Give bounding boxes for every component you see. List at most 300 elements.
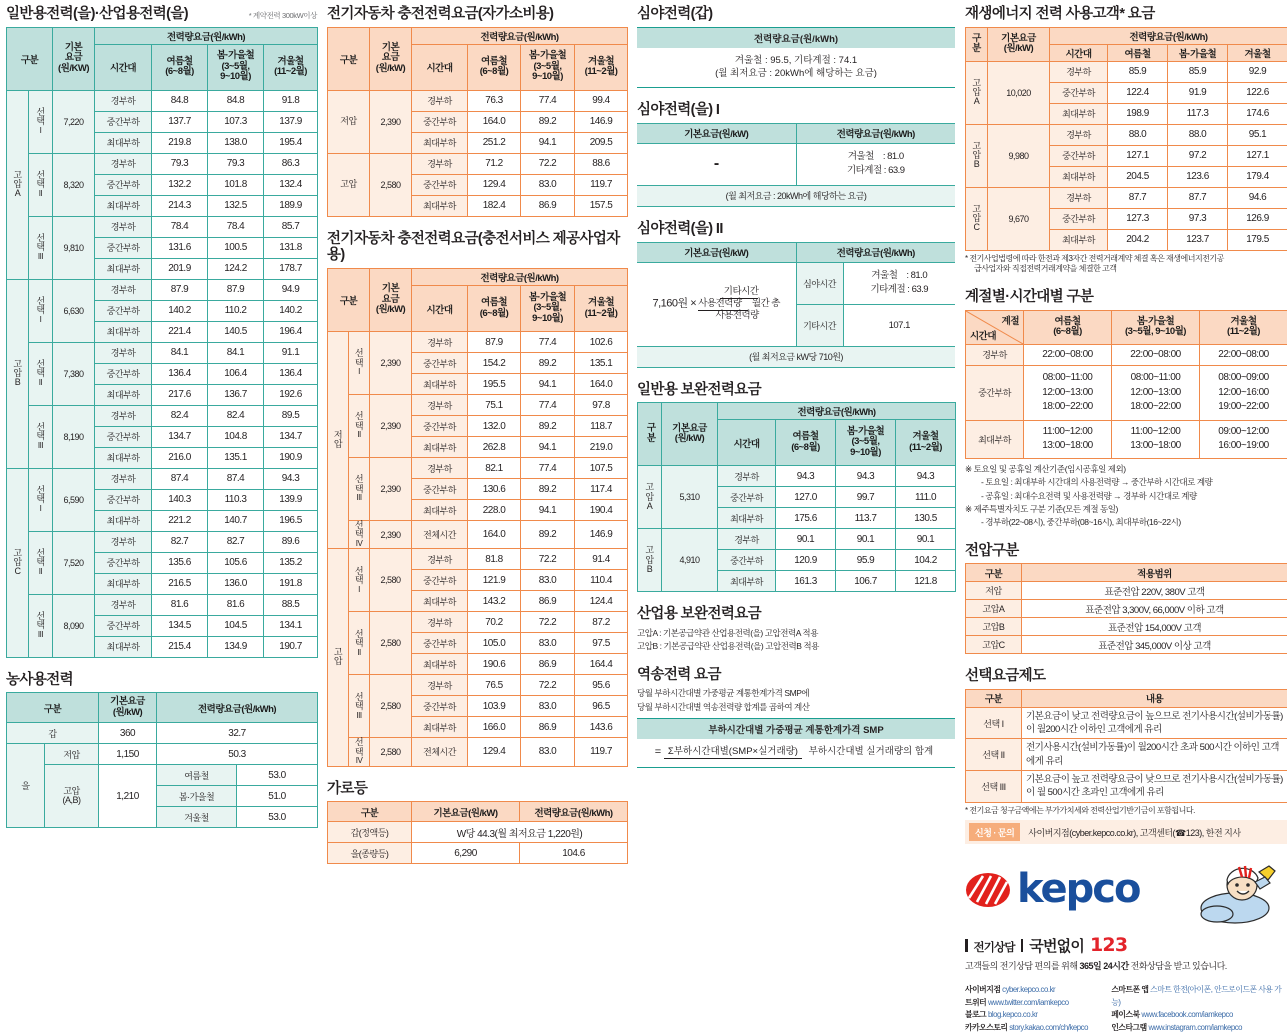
th-energy-fee: 전력량요금(원/kWh) (95, 27, 318, 44)
th-nb1-base: 기본요금(원/kW) (637, 123, 796, 143)
th-st-spring: 봄·가을철 (3~5월, 9~10월) (1112, 310, 1200, 344)
voltage-label: 고 압 (328, 549, 349, 766)
spring-fall-rate-cell: 138.0 (208, 132, 264, 153)
winter-rate-cell: 174.6 (1228, 103, 1287, 124)
time-band-cell: 최대부하 (412, 195, 468, 216)
th-sl-base: 기본요금(원/kW) (412, 802, 520, 822)
spring-fall-rate-cell: 140.7 (208, 510, 264, 531)
spring-fall-rate-cell: 83.0 (521, 696, 575, 717)
table-row (7, 744, 318, 765)
winter-rate-cell: 130.5 (896, 508, 956, 529)
spring-fall-rate-cell: 94.1 (521, 132, 575, 153)
summer-rate-cell: 79.3 (152, 153, 208, 174)
table-row (966, 61, 1287, 82)
spring-fall-rate-cell: 104.8 (208, 426, 264, 447)
table-row (966, 124, 1287, 145)
section-title-streetlight: 가로등 (327, 781, 627, 798)
winter-rate-cell: 89.6 (264, 531, 318, 552)
spring-fall-rate-cell: 89.2 (521, 521, 575, 549)
time-band-cell: 중간부하 (412, 696, 468, 717)
spring-fall-rate-cell: 124.2 (208, 258, 264, 279)
summer-rate-cell: 198.9 (1108, 103, 1168, 124)
voltage-label: 고 압 C (7, 468, 29, 657)
hotline-row (965, 934, 1287, 956)
table-row (328, 153, 628, 174)
table-row (7, 531, 318, 552)
farm-energy-cell: 32.7 (157, 723, 318, 744)
base-fee-cell: 2,580 (370, 549, 412, 612)
farm-subgroup-label-high: 고압 (A,B) (45, 765, 99, 828)
summer-rate-cell: 70.2 (468, 612, 521, 633)
summer-rate-cell: 82.4 (152, 405, 208, 426)
th-evs-winter: 겨울철 (11~2월) (575, 286, 628, 332)
time-band-cell: 경부하 (95, 468, 152, 489)
time-band-cell: 경부하 (1050, 124, 1108, 145)
spring-fall-rate-cell: 86.9 (521, 195, 575, 216)
spring-fall-rate-cell: 136.7 (208, 384, 264, 405)
tbody-ev-self (328, 90, 628, 216)
winter-rate-cell: 107.5 (575, 458, 628, 479)
base-fee-cell: 2,390 (370, 458, 412, 521)
nb2-footnote: (월 최저요금 kW당 710원) (637, 346, 955, 367)
summer-rate-cell: 216.0 (152, 447, 208, 468)
time-band-cell: 최대부하 (1050, 229, 1108, 250)
th-gb-spring: 봄·가을철 (3~5월, 9~10월) (836, 420, 896, 466)
spring-fall-rate-cell: 117.3 (1168, 103, 1228, 124)
th-evs-spring: 봄·가을철 (3~5월, 9~10월) (521, 286, 575, 332)
renewable-footnote-line2: 급사업자와 직접전력거래계약을 체결한 고객 (965, 264, 1287, 275)
section-header-general-industrial (6, 6, 317, 23)
time-band-cell: 경부하 (95, 216, 152, 237)
time-band-cell: 최대부하 (412, 132, 468, 153)
social-link-item[interactable]: 인스타그램 www.instagram.com/iamkepco (1111, 1022, 1287, 1034)
section-title-night-a: 심야전력(갑) (637, 6, 955, 23)
hotline-sub-b: 365일 24시간 (1080, 961, 1129, 971)
voltage-label: 고 압 B (966, 124, 988, 187)
winter-rate-cell: 89.5 (264, 405, 318, 426)
time-band-cell: 경부하 (412, 458, 468, 479)
summer-rate-cell: 85.9 (1108, 61, 1168, 82)
winter-rate-cell: 119.7 (575, 174, 628, 195)
nb2-frac-bot: 월간 총 사용전력량 (715, 297, 780, 321)
table-ev-service (327, 268, 628, 767)
time-band-cell: 최대부하 (412, 654, 468, 675)
winter-rate-cell: 126.9 (1228, 208, 1287, 229)
bullet-line: 당월 부하시간대별 가중평균 계통한계가격 SMP에 (637, 687, 955, 699)
farm-season-value: 51.0 (237, 786, 318, 807)
spring-fall-rate-cell: 107.3 (208, 111, 264, 132)
th-evs-base: 기본 요금 (원/kW) (370, 269, 412, 332)
table-row (966, 420, 1287, 458)
th-rn-energy: 전력량요금(원/kWh) (1050, 27, 1287, 44)
social-links (965, 984, 1287, 1034)
farm-season-label: 여름철 (157, 765, 237, 786)
time-band-cell: 경부하 (718, 529, 776, 550)
time-band-cell: 경부하 (412, 675, 468, 696)
winter-rate-cell: 99.4 (575, 90, 628, 111)
option-label: 선 택 III (29, 216, 53, 279)
base-fee-cell: 7,220 (53, 90, 95, 153)
hotline-sub-a: 고객들의 전기상담 편의를 위해 (965, 961, 1080, 971)
social-link-item[interactable]: 스마트폰 앱 스마트 한전(아이폰, 안드로이드폰 사용 가능) (1111, 984, 1287, 1009)
summer-rate-cell: 76.5 (468, 675, 521, 696)
table-row (328, 90, 628, 111)
table-row (7, 765, 318, 786)
summer-rate-cell: 262.8 (468, 437, 521, 458)
time-band-cell: 중간부하 (95, 426, 152, 447)
season-time-winter-cell: 09:00~12:00 16:00~19:00 (1200, 420, 1287, 458)
summer-rate-cell: 127.1 (1108, 145, 1168, 166)
season-time-row-label: 최대부하 (966, 420, 1024, 458)
voltage-value-cell: 표준전압 3,300V, 66,000V 이하 고객 (1022, 600, 1287, 618)
table-row (328, 822, 628, 843)
base-fee-cell: 5,310 (662, 466, 718, 529)
season-time-summer-cell: 11:00~12:00 13:00~18:00 (1024, 420, 1112, 458)
nb2-row2-value: 107.1 (843, 304, 955, 346)
th-gubun: 구분 (7, 27, 53, 90)
option-label: 선 택 I (29, 90, 53, 153)
night-a-line1: 겨울철 : 95.5, 기타계절 : 74.1 (637, 54, 955, 68)
table-option-system (965, 689, 1287, 803)
section-title-reverse-power: 역송전력 요금 (637, 667, 955, 684)
section-title-ev-service: 전기자동차 충전전력요금(충전서비스 제공사업자용) (327, 231, 627, 264)
voltage-label: 저 압 (328, 332, 349, 549)
bullet-line: 당월 부하시간대별 역송전력량 합계를 곱하여 계산 (637, 701, 955, 713)
base-fee-cell: 6,630 (53, 279, 95, 342)
note-line: ※ 제주특별자치도 구분 기준(모든 계절 동일) (965, 503, 1287, 515)
winter-rate-cell: 178.7 (264, 258, 318, 279)
winter-rate-cell: 127.1 (1228, 145, 1287, 166)
reverse-fraction (664, 745, 937, 759)
base-fee-cell: 10,020 (988, 61, 1050, 124)
section-title-night-b1: 심야전력(을) I (637, 102, 955, 119)
reverse-frac-bot: 부하시간대별 실거래량의 합계 (805, 745, 938, 757)
time-band-cell: 중간부하 (718, 487, 776, 508)
hotline-sub-c: 전화상담을 받고 있습니다. (1129, 961, 1227, 971)
streetlight-group-cell: 을(종량등) (328, 843, 412, 864)
th-rn-base: 기본요금 (원/kW) (988, 27, 1050, 61)
nb1-energy-values: 겨울철 : 81.0 기타계절 : 63.9 (796, 143, 955, 185)
summer-rate-cell: 81.6 (152, 594, 208, 615)
summer-rate-cell: 175.6 (776, 508, 836, 529)
time-band-cell: 중간부하 (1050, 145, 1108, 166)
time-band-cell: 경부하 (95, 405, 152, 426)
season-time-notes (965, 463, 1287, 529)
summer-rate-cell: 161.3 (776, 571, 836, 592)
nb1-footnote: (월 최저요금 : 20kWh에 해당하는 요금) (637, 185, 955, 206)
table-row (966, 618, 1287, 636)
spring-fall-rate-cell: 72.2 (521, 675, 575, 696)
summer-rate-cell: 81.8 (468, 549, 521, 570)
tbody-general-industrial (7, 90, 318, 657)
th-gb-time: 시간대 (718, 420, 776, 466)
farm-base-cell: 1,150 (99, 744, 157, 765)
spring-fall-rate-cell: 89.2 (521, 111, 575, 132)
option-label: 선 택 II (349, 395, 370, 458)
time-band-cell: 최대부하 (718, 508, 776, 529)
th-rn-summer: 여름철 (1108, 44, 1168, 61)
social-link-item[interactable]: 트위터 www.twitter.com/iamkepco (965, 997, 1097, 1009)
time-band-cell: 최대부하 (95, 132, 152, 153)
winter-rate-cell: 140.2 (264, 300, 318, 321)
spring-fall-rate-cell: 72.2 (521, 549, 575, 570)
table-row (966, 739, 1287, 771)
spring-fall-rate-cell: 136.0 (208, 573, 264, 594)
social-link-item[interactable]: 페이스북 www.facebook.com/iamkepco (1111, 1009, 1287, 1021)
time-band-cell: 중간부하 (1050, 82, 1108, 103)
spring-fall-rate-cell: 87.4 (208, 468, 264, 489)
tbody-streetlight (328, 822, 628, 864)
th-vt-range: 적용범위 (1022, 564, 1287, 582)
spring-fall-rate-cell: 83.0 (521, 570, 575, 591)
base-fee-cell: 8,320 (53, 153, 95, 216)
th-rn-spring: 봄·가을철 (1168, 44, 1228, 61)
time-band-cell: 경부하 (412, 90, 468, 111)
table-row (328, 332, 628, 353)
time-band-cell: 중간부하 (412, 111, 468, 132)
spring-fall-rate-cell: 90.1 (836, 529, 896, 550)
base-fee-cell: 2,580 (370, 153, 412, 216)
voltage-label: 고 압 A (638, 466, 662, 529)
winter-rate-cell: 139.9 (264, 489, 318, 510)
table-season-time (965, 310, 1287, 459)
time-band-cell: 중간부하 (412, 416, 468, 437)
note-line: ※ 토요일 및 공휴일 계산기준(임시공휴일 제외) (965, 463, 1287, 475)
winter-rate-cell: 88.6 (575, 153, 628, 174)
table-streetlight (327, 801, 628, 864)
table-row (966, 771, 1287, 803)
spring-fall-rate-cell: 106.4 (208, 363, 264, 384)
reverse-smp-band: 부하시간대별 가중평균 계통한계가격 SMP (637, 719, 955, 739)
summer-rate-cell: 190.6 (468, 654, 521, 675)
section-title-season-time: 계절별·시간대별 구분 (965, 289, 1287, 306)
voltage-label: 고 압 C (966, 187, 988, 250)
section-title-ev-self: 전기자동차 충전전력요금(자가소비용) (327, 6, 627, 23)
voltage-value-cell: 표준전압 154,000V 고객 (1022, 618, 1287, 636)
base-fee-cell: 7,380 (53, 342, 95, 405)
time-band-cell: 중간부하 (412, 479, 468, 500)
time-band-cell: 경부하 (412, 612, 468, 633)
base-fee-cell: 2,580 (370, 675, 412, 738)
winter-rate-cell: 87.2 (575, 612, 628, 633)
corner-diagonal (966, 311, 1023, 344)
farm-subgroup-label: 저압 (45, 744, 99, 765)
season-time-summer-cell: 22:00~08:00 (1024, 344, 1112, 365)
spring-fall-rate-cell: 72.2 (521, 153, 575, 174)
th-ev-gubun: 구분 (328, 27, 370, 90)
option-label: 선 택 II (349, 612, 370, 675)
spring-fall-rate-cell: 82.4 (208, 405, 264, 426)
hotline-label: 전기상담 (974, 939, 1015, 955)
spring-fall-rate-cell: 84.1 (208, 342, 264, 363)
tbody-option-system (966, 707, 1287, 802)
winter-rate-cell: 97.8 (575, 395, 628, 416)
base-fee-cell: 7,520 (53, 531, 95, 594)
option-key-cell: 선택 II (966, 739, 1022, 771)
summer-rate-cell: 71.2 (468, 153, 521, 174)
option-label: 선 택 I (29, 279, 53, 342)
spring-fall-rate-cell: 77.4 (521, 458, 575, 479)
time-band-cell: 중간부하 (412, 353, 468, 374)
th-rn-time: 시간대 (1050, 44, 1108, 61)
section-title-renewable: 재생에너지 전력 사용고객* 요금 (965, 6, 1287, 23)
spring-fall-rate-cell: 123.7 (1168, 229, 1228, 250)
time-band-cell: 중간부하 (718, 550, 776, 571)
spring-fall-rate-cell: 97.3 (1168, 208, 1228, 229)
option-value-cell: 전기사용시간(설비가동률)이 월200시간 초과 500시간 이하인 고객에게 유리 (1022, 739, 1287, 771)
summer-rate-cell: 215.4 (152, 636, 208, 657)
base-fee-cell: 2,390 (370, 395, 412, 458)
option-label: 선 택 II (29, 153, 53, 216)
winter-rate-cell: 90.1 (896, 529, 956, 550)
kepco-branding (965, 864, 1287, 924)
nb2-formula-prefix: 7,160원 × (653, 298, 697, 310)
th-nb2-energy: 전력량요금(원/kWh) (796, 242, 955, 262)
summer-rate-cell: 219.8 (152, 132, 208, 153)
spring-fall-rate-cell: 101.8 (208, 174, 264, 195)
time-band-cell: 경부하 (412, 549, 468, 570)
winter-rate-cell: 179.5 (1228, 229, 1287, 250)
winter-rate-cell: 190.9 (264, 447, 318, 468)
th-ev-energy: 전력량요금(원/kWh) (412, 27, 628, 44)
season-time-spring-cell: 08:00~11:00 12:00~13:00 18:00~22:00 (1112, 365, 1200, 420)
kepco-logo-icon (965, 872, 1011, 908)
table-night-b2 (637, 242, 955, 368)
table-row (328, 395, 628, 416)
base-fee-cell: 2,390 (370, 521, 412, 549)
spring-fall-rate-cell: 89.2 (521, 479, 575, 500)
spring-fall-rate-cell: 79.3 (208, 153, 264, 174)
summer-rate-cell: 122.4 (1108, 82, 1168, 103)
summer-rate-cell: 134.5 (152, 615, 208, 636)
note-line: - 공휴일 : 최대수요전력 및 사용전력량 → 경부하 시간대로 계량 (965, 490, 1287, 502)
spring-fall-rate-cell: 97.2 (1168, 145, 1228, 166)
season-time-winter-cell: 22:00~08:00 (1200, 344, 1287, 365)
time-band-cell: 최대부하 (1050, 166, 1108, 187)
winter-rate-cell: 164.0 (575, 374, 628, 395)
winter-rate-cell: 119.7 (575, 738, 628, 766)
voltage-label: 고 압 A (7, 90, 29, 279)
th-ev-base: 기본 요금 (원/kW) (370, 27, 412, 90)
farm-group-label: 갑 (7, 723, 99, 744)
summer-rate-cell: 129.4 (468, 738, 521, 766)
th-st-winter: 겨울철 (11~2월) (1200, 310, 1287, 344)
spring-fall-rate-cell: 105.6 (208, 552, 264, 573)
summer-rate-cell: 82.7 (152, 531, 208, 552)
summer-rate-cell: 131.6 (152, 237, 208, 258)
spring-fall-rate-cell: 87.7 (1168, 187, 1228, 208)
spring-fall-rate-cell: 135.1 (208, 447, 264, 468)
voltage-label: 고 압 B (638, 529, 662, 592)
spring-fall-rate-cell: 104.5 (208, 615, 264, 636)
tbody-season-time (966, 344, 1287, 458)
winter-rate-cell: 121.8 (896, 571, 956, 592)
winter-rate-cell: 95.6 (575, 675, 628, 696)
time-band-cell: 경부하 (95, 90, 152, 111)
time-band-cell: 전체시간 (412, 738, 468, 766)
social-link-item[interactable]: 카카오스토리 story.kakao.com/ch/kepco (965, 1022, 1097, 1034)
section-title-industrial-backup: 산업용 보완전력요금 (637, 606, 955, 623)
summer-rate-cell: 84.8 (152, 90, 208, 111)
time-band-cell: 최대부하 (95, 510, 152, 531)
table-night-b1 (637, 123, 955, 207)
nb2-frac-top: 기타시간 사용전력량 (698, 286, 758, 311)
winter-rate-cell: 135.2 (264, 552, 318, 573)
hotline-subtext (965, 959, 1287, 972)
summer-rate-cell: 154.2 (468, 353, 521, 374)
summer-rate-cell: 120.9 (776, 550, 836, 571)
th-gb-gubun: 구분 (638, 403, 662, 466)
th-gb-summer: 여름철 (6~8월) (776, 420, 836, 466)
winter-rate-cell: 196.4 (264, 321, 318, 342)
table-row (7, 216, 318, 237)
th-nb2-base: 기본요금(원/kW) (637, 242, 796, 262)
reverse-frac-top: Σ부하시간대별(SMP×실거래량) (664, 746, 802, 759)
winter-rate-cell: 96.5 (575, 696, 628, 717)
winter-rate-cell: 92.9 (1228, 61, 1287, 82)
vertical-bar-icon (965, 939, 968, 952)
spring-fall-rate-cell: 99.7 (836, 487, 896, 508)
streetlight-base-cell: 6,290 (412, 843, 520, 864)
apply-inquiry-row[interactable] (965, 820, 1287, 844)
table-row (7, 90, 318, 111)
option-system-footnote: * 전기요금 청구금액에는 부가가치세와 전력산업기반기금이 포함됩니다. (965, 806, 1287, 817)
table-row (7, 468, 318, 489)
summer-rate-cell: 201.9 (152, 258, 208, 279)
summer-rate-cell: 78.4 (152, 216, 208, 237)
winter-rate-cell: 191.8 (264, 573, 318, 594)
winter-rate-cell: 146.9 (575, 521, 628, 549)
time-band-cell: 경부하 (412, 332, 468, 353)
option-key-cell: 선택 III (966, 771, 1022, 803)
tbody-farm (7, 723, 318, 828)
option-label: 선 택 I (349, 332, 370, 395)
summer-rate-cell: 143.2 (468, 591, 521, 612)
industrial-backup-lines (637, 627, 955, 653)
spring-fall-rate-cell: 81.6 (208, 594, 264, 615)
spring-fall-rate-cell: 94.1 (521, 500, 575, 521)
table-row (328, 612, 628, 633)
time-band-cell: 최대부하 (95, 195, 152, 216)
social-link-item[interactable]: 사이버지점 cyber.kepco.co.kr (965, 984, 1097, 996)
time-band-cell: 최대부하 (95, 573, 152, 594)
social-link-item[interactable]: 블로그 blog.kepco.co.kr (965, 1009, 1097, 1021)
renewable-footnote-line1: * 전기사업법령에 따라 한전과 제3자간 전력거래계약 체결 혹은 재생에너지전기공 (965, 254, 1287, 265)
th-winter: 겨울철 (11~2월) (264, 44, 318, 90)
time-band-cell: 경부하 (718, 466, 776, 487)
th-farm-base: 기본요금 (원/kW) (99, 693, 157, 723)
corner-label-season: 계절 (1002, 313, 1019, 327)
option-label: 선 택 I (349, 549, 370, 612)
base-fee-cell: 2,390 (370, 90, 412, 153)
spring-fall-rate-cell: 123.6 (1168, 166, 1228, 187)
streetlight-span-cell: W당 44.3(월 최저요금 1,220원) (412, 822, 628, 843)
winter-rate-cell: 179.4 (1228, 166, 1287, 187)
time-band-cell: 경부하 (412, 153, 468, 174)
table-row (966, 344, 1287, 365)
summer-rate-cell: 137.7 (152, 111, 208, 132)
th-time-band: 시간대 (95, 44, 152, 90)
base-fee-cell: 9,810 (53, 216, 95, 279)
spring-fall-rate-cell: 140.5 (208, 321, 264, 342)
winter-rate-cell: 189.9 (264, 195, 318, 216)
time-band-cell: 중간부하 (412, 633, 468, 654)
spring-fall-rate-cell: 78.4 (208, 216, 264, 237)
table-row (966, 636, 1287, 654)
th-ev-summer: 여름철 (6~8월) (468, 44, 521, 90)
season-time-row-label: 중간부하 (966, 365, 1024, 420)
th-ev-spring: 봄·가을철 (3~5월, 9~10월) (521, 44, 575, 90)
